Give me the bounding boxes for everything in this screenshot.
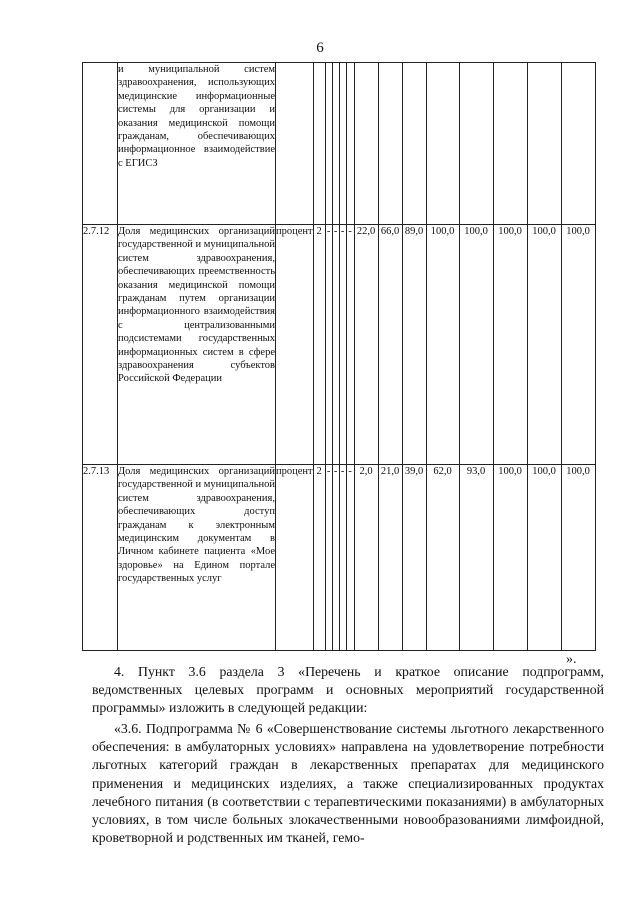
value-cell: 2,0 (354, 465, 378, 651)
value-cell (332, 63, 339, 225)
value-cell: 2 (313, 225, 325, 465)
row-unit: процент (276, 465, 314, 651)
value-cell (561, 63, 595, 225)
table-row (83, 465, 596, 651)
row-id: 2.7.12 (83, 225, 118, 465)
value-cell (339, 63, 346, 225)
row-unit: процент (276, 225, 314, 465)
value-cell: - (332, 225, 339, 465)
value-cell: - (332, 465, 339, 651)
value-cell (313, 63, 325, 225)
value-cell (402, 63, 426, 225)
value-cell: 89,0 (402, 225, 426, 465)
body-paragraph: 4. Пункт 3.6 раздела 3 «Перечень и краткое описание подпрограмм, ведомственных целевых программ и основных мероприятий государственной программы» изложить в следующей редакции: (92, 664, 604, 716)
value-cell: 100,0 (561, 465, 595, 651)
closing-quote: ». (566, 652, 577, 667)
row-description: Доля медицинских организаций государственной и муниципальной систем здравоохранения, обеспечивающих преемственность оказания медицинской помощи гражданам путем организации информационного взаимодействия с централизованными подсистемами государственных информационных систем в сфере здравоохранения субъектов Российской Федерации (118, 225, 276, 465)
value-cell: 100,0 (493, 225, 527, 465)
value-cell (426, 63, 459, 225)
value-cell: - (346, 225, 354, 465)
row-description: Доля медицинских организаций государственной и муниципальной систем здравоохранения, обеспечивающих доступ гражданам к электронным медицинским документам в Личном кабинете пациента «Мое здоровье» на Едином портале государственных услуг (118, 465, 276, 651)
value-cell: 100,0 (493, 465, 527, 651)
value-cell: 100,0 (561, 225, 595, 465)
value-cell (325, 63, 332, 225)
value-cell (459, 63, 493, 225)
value-cell: 21,0 (378, 465, 402, 651)
value-cell: 62,0 (426, 465, 459, 651)
value-cell: 100,0 (527, 465, 561, 651)
row-unit (276, 63, 314, 225)
value-cell (354, 63, 378, 225)
value-cell: 22,0 (354, 225, 378, 465)
row-id: 2.7.13 (83, 465, 118, 651)
value-cell (527, 63, 561, 225)
value-cell: - (325, 465, 332, 651)
page-number: 6 (316, 40, 324, 56)
value-cell: 93,0 (459, 465, 493, 651)
row-id (83, 63, 118, 225)
value-cell: - (325, 225, 332, 465)
value-cell (493, 63, 527, 225)
value-cell: 2 (313, 465, 325, 651)
value-cell: 66,0 (378, 225, 402, 465)
value-cell: 100,0 (459, 225, 493, 465)
value-cell: 100,0 (426, 225, 459, 465)
value-cell: - (339, 225, 346, 465)
value-cell: 39,0 (402, 465, 426, 651)
row-description: и муниципальной систем здравоохранения, использующих медицинские информационные системы для организации и оказания медицинской помощи гражданам, обеспечивающих информационное взаимодействие с ЕГИСЗ (118, 63, 276, 225)
value-cell (346, 63, 354, 225)
value-cell: - (346, 465, 354, 651)
value-cell (378, 63, 402, 225)
indicators-table (82, 62, 596, 651)
value-cell: - (339, 465, 346, 651)
value-cell: 100,0 (527, 225, 561, 465)
table-row (83, 63, 596, 225)
body-paragraph: «3.6. Подпрограмма № 6 «Совершенствование системы льготного лекарственного обеспечения: в амбулаторных условиях» направлена на удовлетворение потребности льготных категорий граждан в лекарственных препаратах для медицинского применения и медицинских изделиях, а также специализированных продуктах лечебного питания (в соответствии с терапевтическими показаниями) в амбулаторных условиях, в том числе больных злокачественными новообразованиями лимфоидной, кроветворной и родственных им тканей, гемо- (92, 721, 604, 846)
table-row (83, 225, 596, 465)
